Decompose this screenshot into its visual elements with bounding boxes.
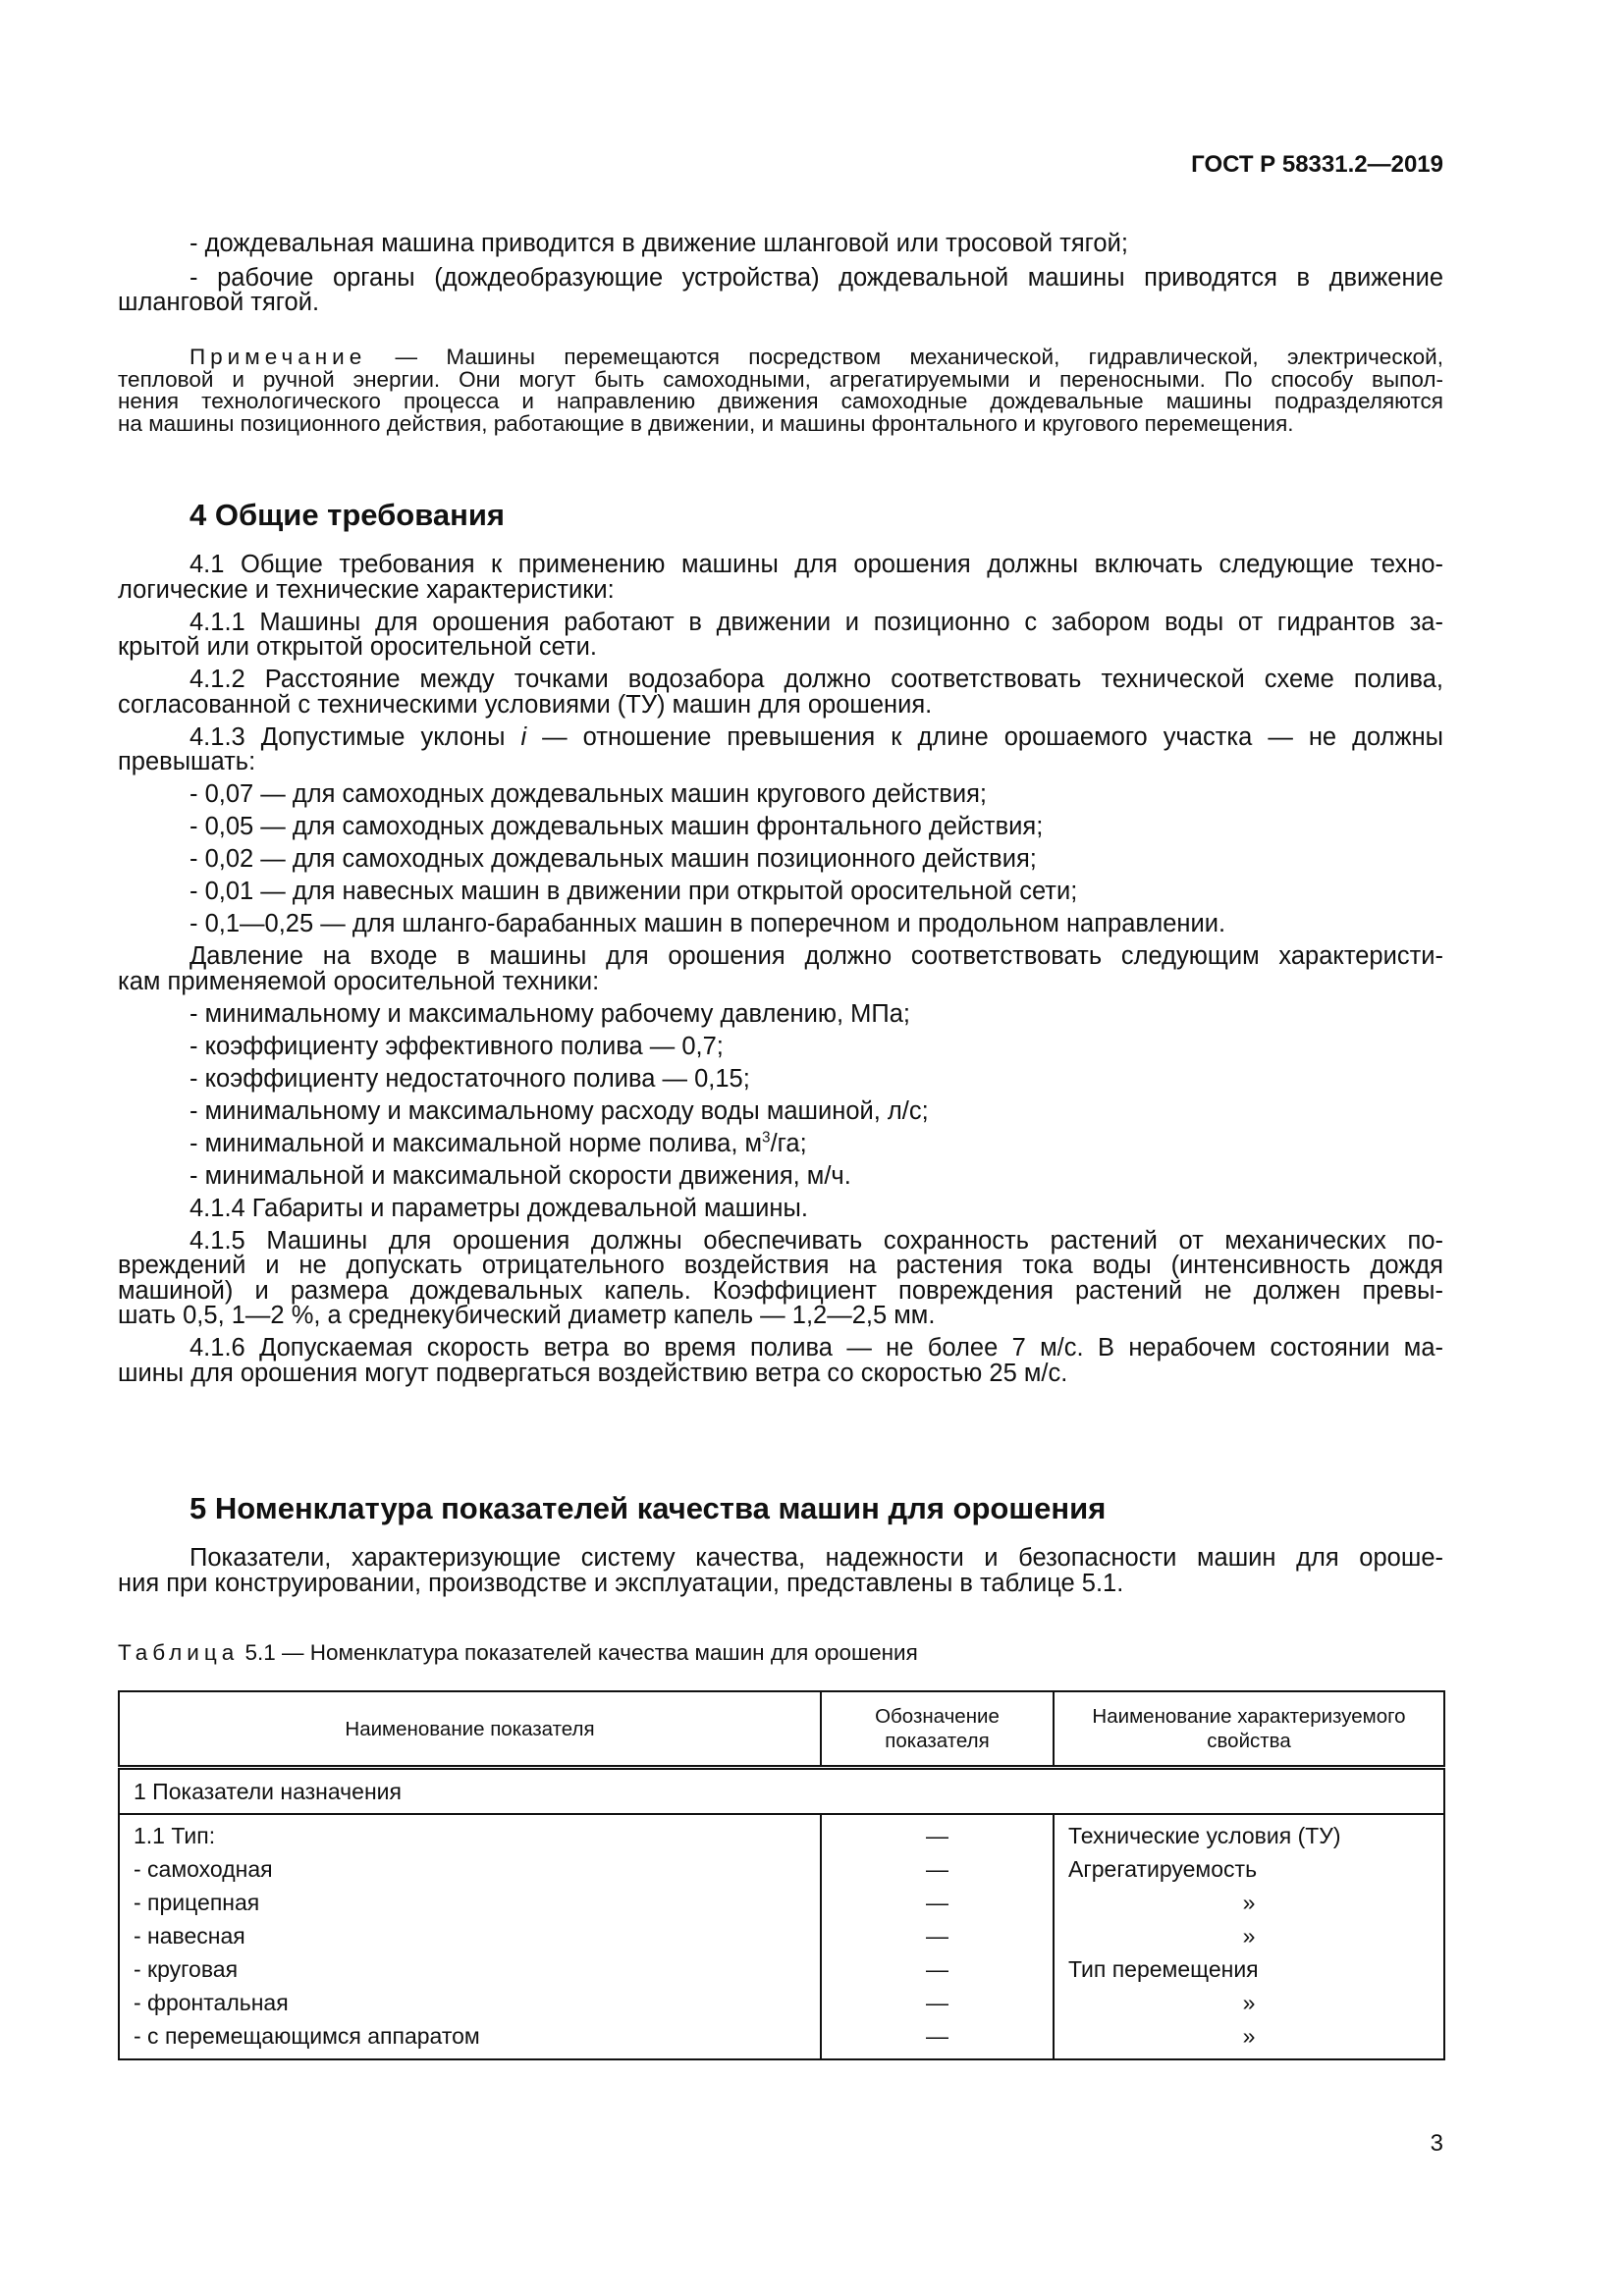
quality-indicators-table [118, 1690, 1445, 2060]
indicator-name-cell [119, 1814, 821, 2059]
text-segment: /га; [770, 1129, 807, 1157]
text-line: - 0,1—0,25 — для шланго-барабанных машин в поперечном и продольном направлении. [189, 910, 1226, 937]
designation: — [926, 1890, 948, 1915]
table-section-row [119, 1768, 1444, 1815]
designation: — [926, 2023, 948, 2049]
note [118, 342, 1443, 439]
indicator-name: - самоходная [134, 1856, 273, 1882]
property: Тип перемещения [1068, 1956, 1259, 1982]
text-line: 4.1.6 Допускаемая скорость ветра во время полива — не более 7 м/с. В нерабочем состоянии ма- [189, 1334, 1443, 1362]
text-line: шланговой тягой. [118, 289, 320, 316]
designation: — [926, 1923, 948, 1949]
section-4-body [118, 549, 1443, 1390]
text-line [118, 721, 1443, 751]
text-line: 4.1 Общие требования к применению машины для орошения должны включать следующие техно- [189, 551, 1443, 578]
text-line [118, 1128, 1443, 1160]
indicator-name: - с перемещающимся аппаратом [134, 2023, 480, 2049]
text-line: кам применяемой оросительной техники: [118, 967, 600, 995]
text-line: 4.1.5 Машины для орошения должны обеспечивать сохранность растений от механических по- [189, 1226, 1443, 1255]
text-segment: — отношение превышения к длине орошаемого участка — не должны [526, 722, 1443, 751]
text-line: шины для орошения могут подвергаться воздействию ветра со скоростью 25 м/с. [118, 1359, 1068, 1387]
indicator-name: - навесная [134, 1923, 245, 1949]
note-line [118, 342, 1443, 369]
text-line: - 0,07 — для самоходных дождевальных машин кругового действия; [189, 780, 988, 808]
text-line: - дождевальная машина приводится в движение шланговой или тросовой тягой; [189, 230, 1128, 257]
text-line: вреждений и не допускать отрицательного воздействия на растения тока воды (интенсивность дождя [118, 1252, 1443, 1279]
property: » [1242, 1990, 1256, 2015]
property-cell [1054, 1814, 1444, 2059]
table-header-row [119, 1691, 1444, 1768]
designation: — [926, 1990, 948, 2015]
indicator-name: - круговая [134, 1956, 239, 1982]
designation: — [926, 1856, 948, 1882]
text-line: - коэффициенту эффективного полива — 0,7; [189, 1032, 724, 1060]
designation-cell [821, 1814, 1054, 2059]
property: » [1242, 1923, 1256, 1949]
table-caption-label: Таблица [118, 1640, 240, 1665]
text-line: - 0,02 — для самоходных дождевальных машин позиционного действия; [189, 845, 1037, 873]
text-line: согласованной с техническими условиями (ТУ) машин для орошения. [118, 690, 933, 719]
designation: — [926, 1956, 948, 1982]
section-5-body [118, 1542, 1443, 1600]
text-line: - 0,05 — для самоходных дождевальных машин фронтального действия; [189, 813, 1044, 840]
document-header: ГОСТ Р 58331.2—2019 [1191, 151, 1443, 178]
property: Агрегатируемость [1068, 1856, 1258, 1882]
text-line: - минимальному и максимальному рабочему давлению, МПа; [189, 999, 910, 1028]
note-line: на машины позиционного действия, работающие в движении, и машины фронтального и кругового перемещения. [118, 410, 1294, 436]
note-line: нения технологического процесса и направлению движения самоходные дождевальные машины подразделяются [118, 389, 1443, 413]
text-line: Давление на входе в машины для орошения должно соответствовать следующим характеристи- [189, 942, 1443, 970]
text-line: - 0,01 — для навесных машин в движении при открытой оросительной сети; [189, 878, 1078, 905]
note-label: Примечание [189, 345, 367, 369]
text-line: - рабочие органы (дождеобразующие устройства) дождевальной машины приводятся в движение [189, 263, 1443, 292]
text-line: Показатели, характеризующие систему качества, надежности и безопасности машин для ороше- [189, 1544, 1443, 1572]
header-cell: Обозначение показателя [821, 1691, 1054, 1768]
text-line: машиной) и размера дождевальных капель. Коэффициент повреждения растений не должен превы- [118, 1276, 1443, 1305]
header-cell: Наименование показателя [119, 1691, 821, 1768]
property: » [1242, 2023, 1256, 2049]
indicator-name: - фронтальная [134, 1990, 289, 2015]
text-line: крытой или открытой оросительной сети. [118, 633, 598, 661]
property: » [1242, 1890, 1256, 1915]
note-line: тепловой и ручной энергии. Они могут быть самоходными, агрегатируемыми и переносными. По способу выпол- [118, 366, 1443, 392]
property: Технические условия (ТУ) [1068, 1823, 1341, 1848]
header-cell: Наименование характеризуемого свойства [1054, 1691, 1444, 1768]
text-line: логические и технические характеристики: [118, 575, 615, 604]
indicator-name: 1.1 Тип: [134, 1823, 216, 1848]
text-segment: - минимальной и максимальной норме полива, м [189, 1129, 763, 1157]
text-line: - минимальному и максимальному расходу воды машиной, л/с; [189, 1096, 929, 1125]
designation: — [926, 1823, 948, 1848]
section-cell: 1 Показатели назначения [119, 1768, 1444, 1815]
table-caption-text: 5.1 — Номенклатура показателей качества машин для орошения [239, 1640, 918, 1665]
table-caption [118, 1638, 1443, 1668]
indicator-name: - прицепная [134, 1890, 260, 1915]
text-line: шать 0,5, 1—2 %, а среднекубический диаметр капель — 1,2—2,5 мм. [118, 1302, 936, 1329]
note-text: — Машины перемещаются посредством механической, гидравлической, электрической, [366, 345, 1443, 369]
text-line: 4.1.2 Расстояние между точками водозабора должно соответствовать технической схеме полива, [189, 666, 1443, 693]
text-line: превышать: [118, 748, 256, 775]
text-line: - минимальной и максимальной скорости движения, м/ч. [189, 1161, 851, 1190]
section-4-heading: 4 Общие требования [189, 498, 505, 532]
intro-bullets [118, 227, 1443, 320]
text-line: 4.1.4 Габариты и параметры дождевальной машины. [189, 1194, 808, 1222]
text-line: 4.1.1 Машины для орошения работают в движении и позиционно с забором воды от гидрантов за- [189, 608, 1443, 636]
section-5-heading: 5 Номенклатура показателей качества машин для орошения [189, 1491, 1107, 1525]
text-line: ния при конструировании, производстве и эксплуатации, представлены в таблице 5.1. [118, 1569, 1124, 1597]
text-segment: 3 [762, 1129, 771, 1146]
text-line: - коэффициенту недостаточного полива — 0,15; [189, 1064, 750, 1093]
text-segment: 4.1.3 Допустимые уклоны [189, 722, 521, 751]
table-body-row [119, 1814, 1444, 2059]
text-segment: i [520, 722, 527, 751]
page-number: 3 [1430, 2130, 1443, 2157]
